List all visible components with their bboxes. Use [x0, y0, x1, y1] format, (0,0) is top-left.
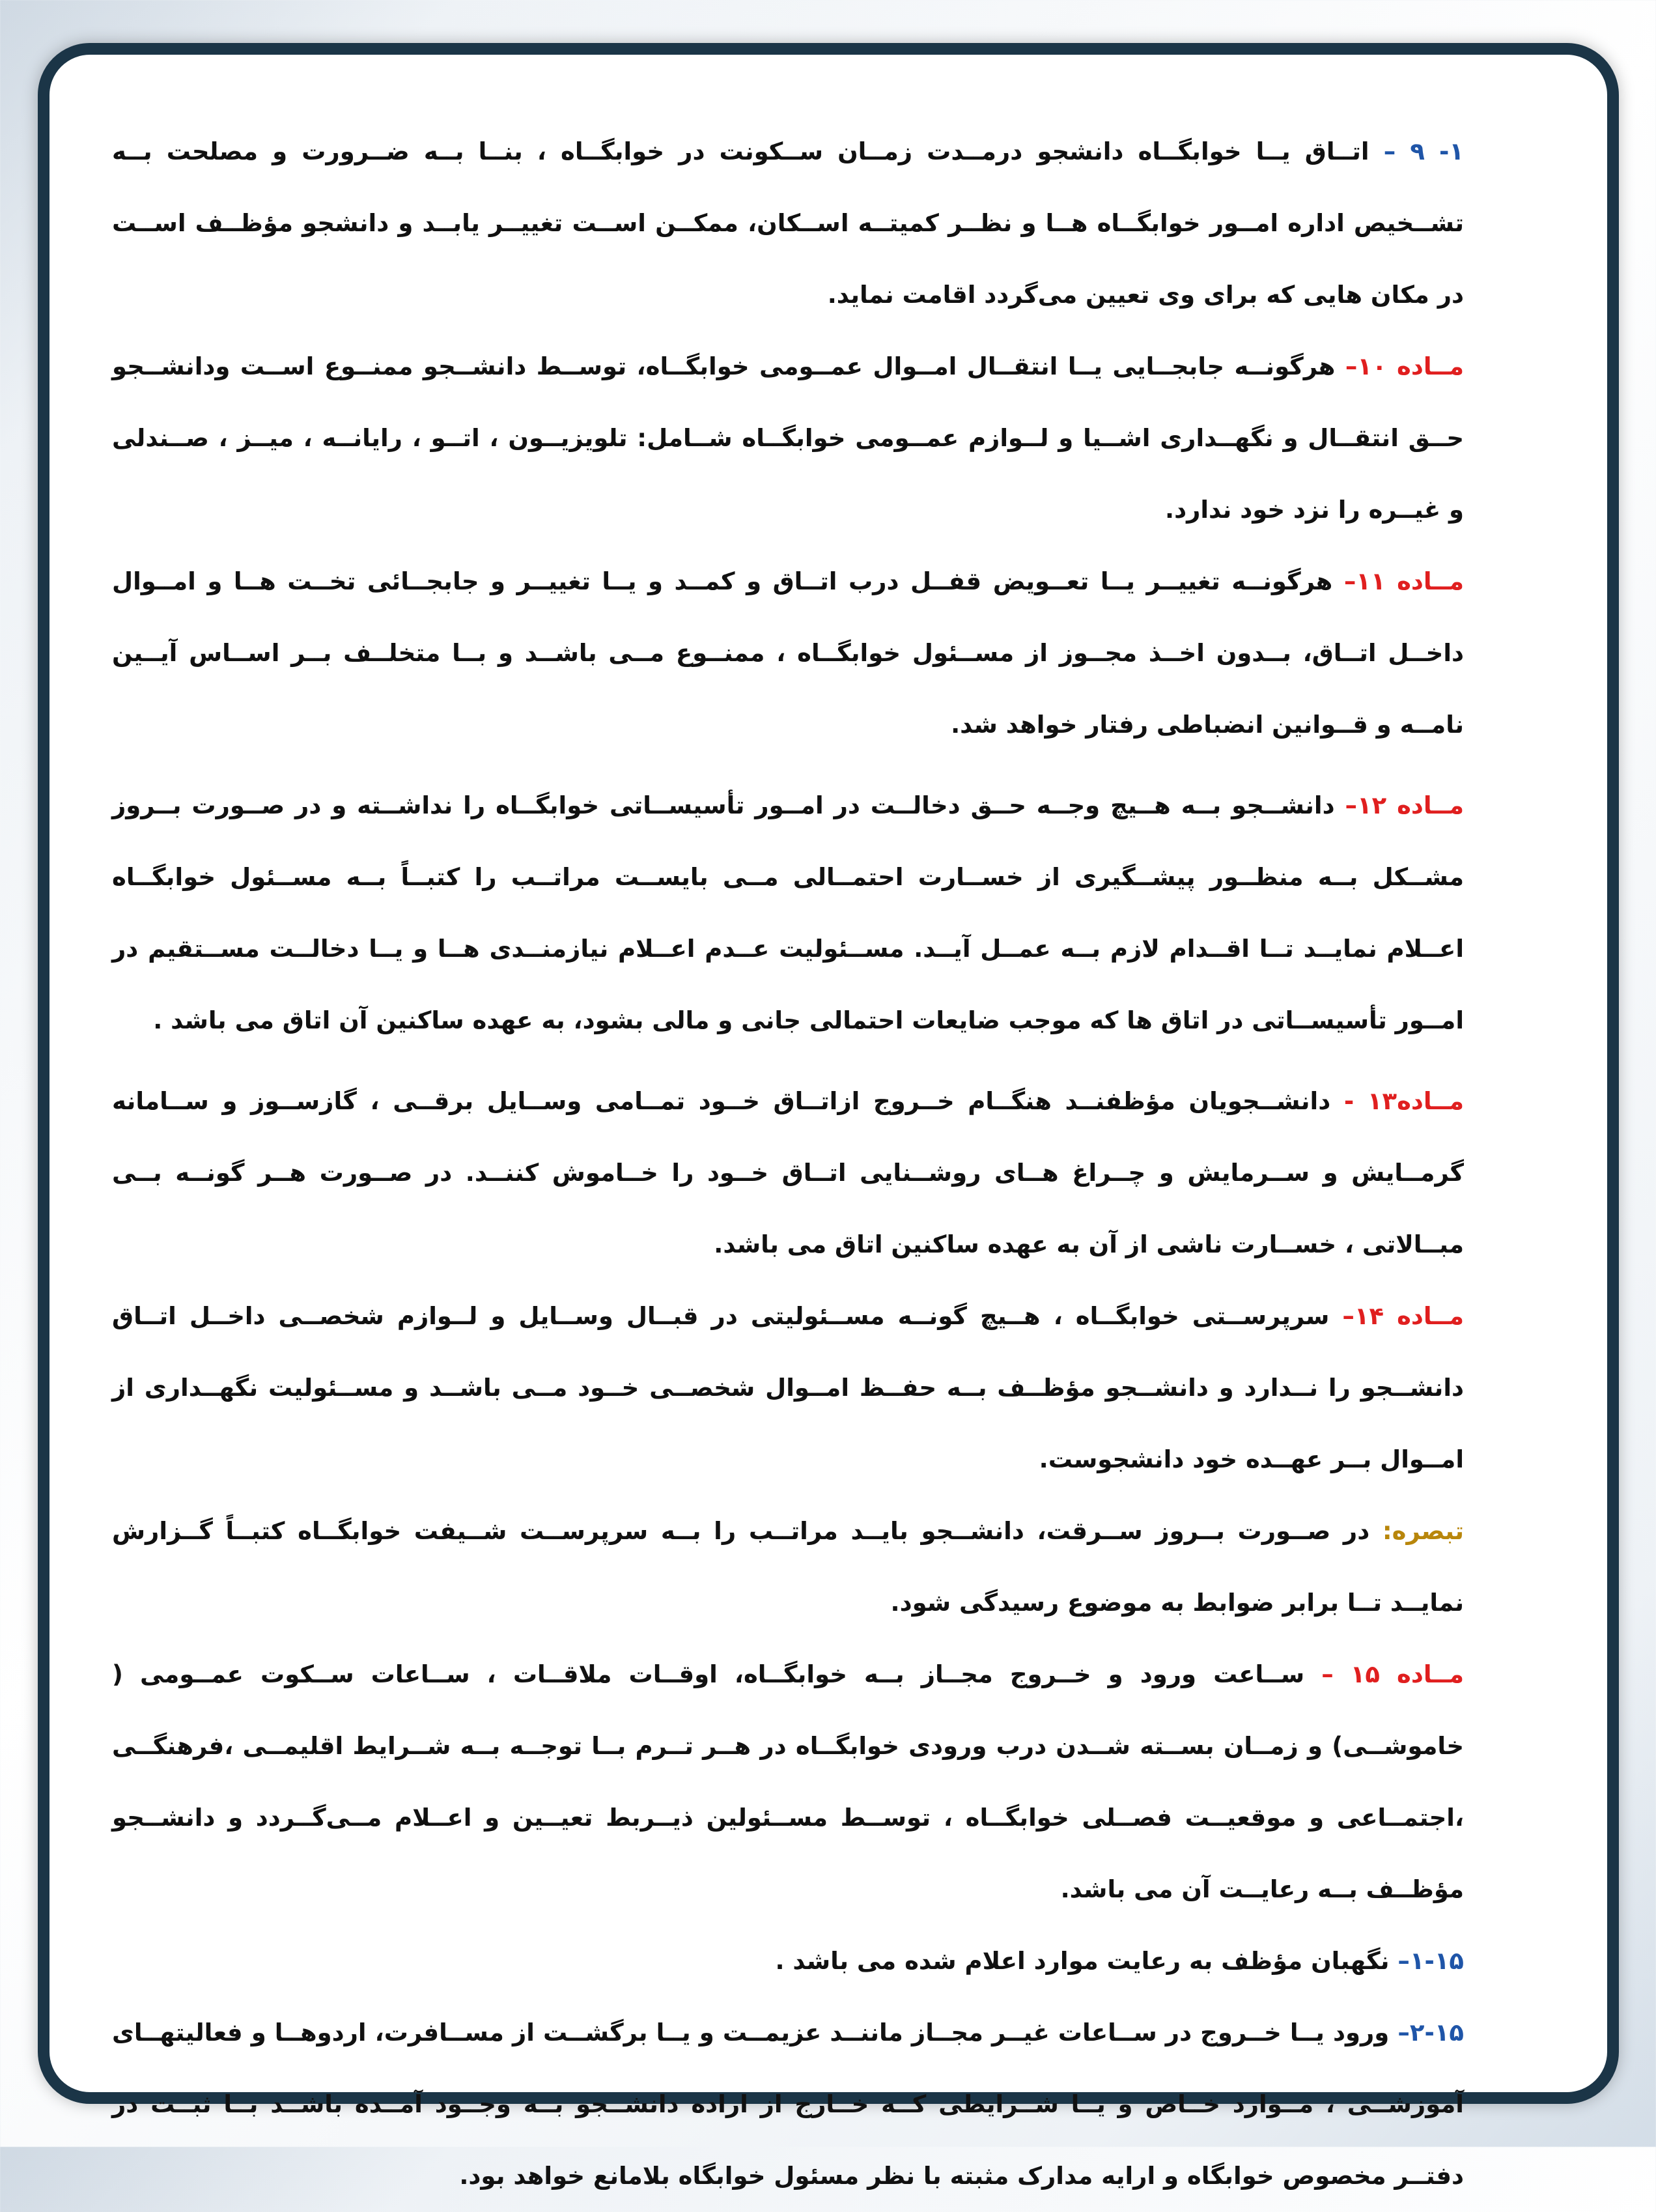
paragraph-label: مــاده ۱۵ –	[1321, 1660, 1464, 1688]
paragraph-label: تبصره:	[1382, 1517, 1464, 1545]
paragraph-article-15	[112, 1639, 1464, 1925]
paragraph-text: ورود یــا خــروج در ســاعات غیــر مجــاز ماننــد عزیمــت و یــا برگشــت از مســافرت، اردوهــا و فعالیتهــای آموزشــی ، مــوارد خــاص و یــا شــرایطی کــه خــارج از اراده دانشــجو بــه وجــود آمــده باشــد بــا ثبــت در دفتــر مخصوص خوابگاه و ارایه مدارک مثبته با نظر مسئول خوابگاه بلامانع خواهد بود.	[112, 2019, 1464, 2190]
paragraph-text: نگهبان مؤظف به رعایت موارد اعلام شده می باشد .	[775, 1947, 1398, 1975]
paragraph-text: دانشــجویان مؤظفنــد هنگــام خــروج ازاتــاق خــود تمــامی وســایل برقــی ، گازســوز و ســامانه گرمــایش و ســرمایش و چــراغ هــای روشــنایی اتــاق خــود را خــاموش کننــد. در صــورت هــر گونــه بــی مبــالاتی ، خســارت ناشی از آن به عهده ساکنین اتاق می باشد.	[112, 1087, 1464, 1258]
paragraph-label: ۱- ۹ –	[1383, 137, 1464, 165]
paragraph-text: هرگونــه تغییــر یــا تعــویض قفــل درب اتــاق و کمــد و یــا تغییــر و جابجــائی تخــت هــا و امــوال داخــل اتــاق، بــدون اخــذ مجــوز از مســئول خوابگــاه ، ممنــوع مــی باشــد و بــا متخلــف بــر اســاس آیــین نامــه و قــوانین انضباطی رفتار خواهد شد.	[112, 567, 1464, 739]
paragraph-article-12	[112, 770, 1464, 1056]
paragraph-label: ۱-۱۵–	[1397, 1947, 1464, 1975]
paragraph-text: هرگونــه جابجــایی یــا انتقــال امــوال عمــومی خوابگــاه، توســط دانشــجو ممنــوع اســت ودانشــجو حــق انتقــال و نگهــداری اشــیا و لــوازم عمــومی خوابگــاه شــامل: تلویزیــون ، اتــو ، رایانــه ، میــز ، صــندلی و غیــره را نزد خود ندارد.	[112, 352, 1464, 524]
paragraph-15-1	[112, 1925, 1464, 1997]
paragraph-article-14	[112, 1281, 1464, 1496]
paragraph-article-11	[112, 546, 1464, 761]
paragraph-text: سرپرســتی خوابگــاه ، هــیچ گونــه مســئولیتی در قبــال وســایل و لــوازم شخصــی داخــل اتــاق دانشــجو را نــدارد و دانشــجو مؤظــف بــه حفــظ امــوال شخصــی خــود مــی باشــد و مســئولیت نگهــداری از امــوال بــر عهــده خود دانشجوست.	[112, 1302, 1464, 1473]
document-body	[112, 116, 1465, 2190]
paragraph-9-1	[112, 116, 1464, 331]
paragraph-text: اتــاق یــا خوابگــاه دانشجو درمــدت زمــان ســکونت در خوابگــاه ، بنــا بــه ضــرورت و مصلحت بــه تشــخیص اداره امــور خوابگــاه هــا و نظــر کمیتــه اســکان، ممکــن اســت تغییــر یابــد و دانشجو مؤظــف اســت در مکان هایی که برای وی تعیین می‌گردد اقامت نماید.	[112, 137, 1464, 309]
paragraph-text: دانشــجو بــه هــیچ وجــه حــق دخالــت در امــور تأسیســاتی خوابگــاه را نداشــته و در صــورت بــروز مشــکل بــه منظــور پیشــگیری از خســارت احتمــالی مــی بایســت مراتــب را کتبــاً بــه مســئول خوابگــاه اعــلام نمایــد تــا اقــدام لازم بــه عمــل آیــد. مســئولیت عــدم اعــلام نیازمنــدی هــا و یــا دخالــت مســتقیم در امــور تأسیســاتی در اتاق ها که موجب ضایعات احتمالی جانی و مالی بشود، به عهده ساکنین آن اتاق می باشد .	[112, 791, 1464, 1034]
paragraph-label: مــاده ۱۱–	[1343, 567, 1464, 595]
paragraph-label: ۲-۱۵–	[1397, 2019, 1464, 2047]
paragraph-label: مــاده ۱۲–	[1345, 791, 1464, 819]
paragraph-note	[112, 1496, 1464, 1639]
paragraph-label: مــاده۱۳ -	[1343, 1087, 1464, 1115]
paragraph-article-13	[112, 1066, 1464, 1281]
paragraph-text: در صــورت بــروز ســرقت، دانشــجو بایــد مراتــب را بــه سرپرســت شــیفت خوابگــاه کتبــاً گــزارش نمایــد تــا برابر ضوابط به موضوع رسیدگی شود.	[112, 1517, 1464, 1617]
paragraph-text: ســاعت ورود و خــروج مجــاز بــه خوابگــاه، اوقــات ملاقــات ، ســاعات ســکوت عمــومی ( خاموشــی) و زمــان بســته شــدن درب ورودی خوابگــاه در هــر تــرم بــا توجــه بــه شــرایط اقلیمــی ،فرهنگــی ،اجتمــاعی و موقعیــت فصــلی خوابگــاه ، توســط مســئولین ذیــربط تعیــین و اعــلام مــی‌گــردد و دانشــجو مؤظــف بــه رعایــت آن می باشد.	[112, 1660, 1464, 1903]
paragraph-label: مــاده ۱۰–	[1345, 352, 1464, 380]
paragraph-15-2	[112, 1997, 1464, 2212]
paragraph-article-10	[112, 331, 1464, 546]
paragraph-label: مــاده ۱۴–	[1342, 1302, 1465, 1330]
